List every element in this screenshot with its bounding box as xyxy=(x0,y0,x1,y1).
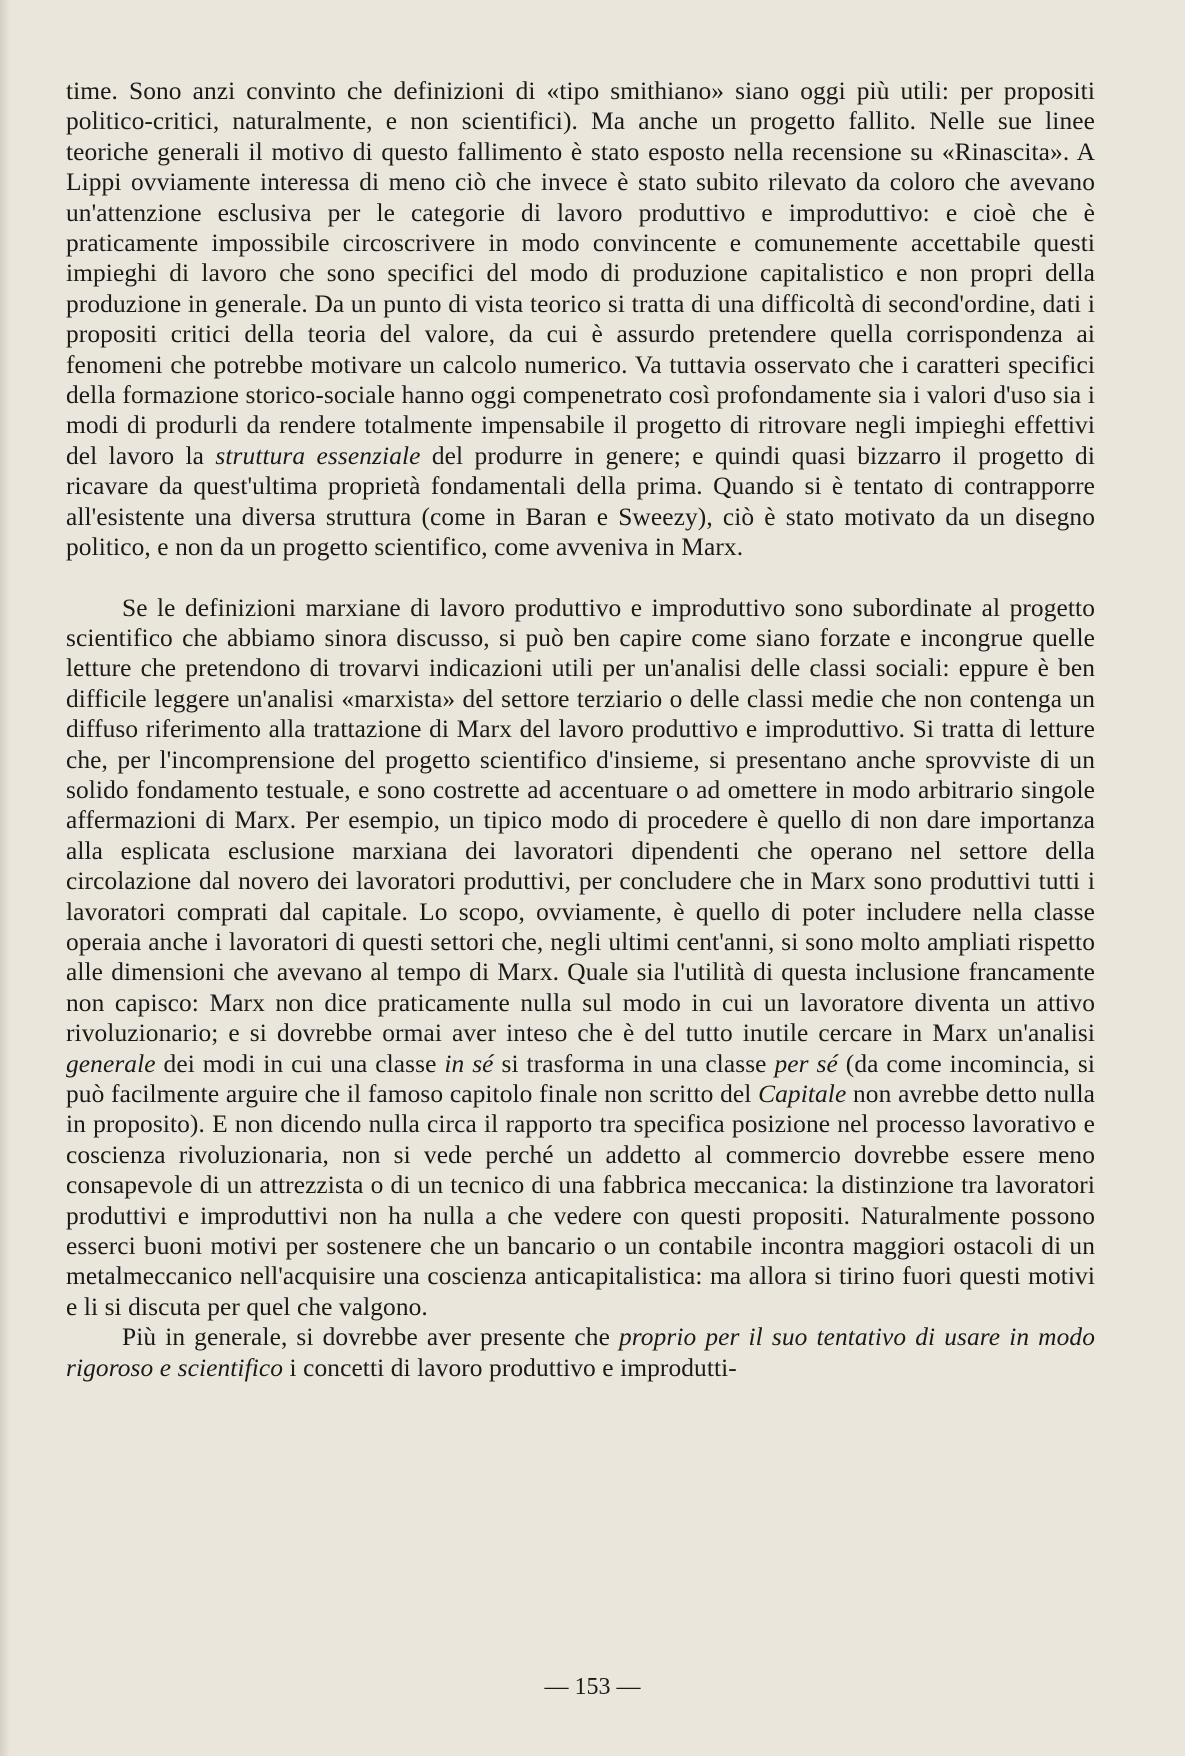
paragraph-2 xyxy=(66,593,1095,1323)
page-edge-shadow xyxy=(0,0,10,1756)
text-segment: si trasforma in una classe xyxy=(493,1049,775,1078)
page-number: — 153 — xyxy=(544,1674,641,1700)
text-segment: Se le definizioni marxiane di lavoro produttivo e improduttivo sono subordinate al progetto scientifico che abbiamo sinora discusso, si può ben capire come siano forzate e incongrue quelle letture che pretendono di trovarvi indicazioni utili per un'analisi delle classi sociali: eppure è ben difficile leggere un'analisi «marxista» del settore terziario o delle classi medie che non contenga un diffuso riferimento alla trattazione di Marx del lavoro produttivo e improduttivo. Si tratta di letture che, per l'incomprensione del progetto scientifico d'insieme, si presentano anche sprovviste di un solido fondamento testuale, e sono costrette ad accentuare o ad omettere in modo arbitrario singole affermazioni di Marx. Per esempio, un tipico modo di procedere è quello di non dare importanza alla esplicata esclusione marxiana dei lavoratori dipendenti che operano nel settore della circolazione dal novero dei lavoratori produttivi, per concludere che in Marx sono produttivi tutti i lavoratori comprati dal capitale. Lo scopo, ovviamente, è quello di poter includere nella classe operaia anche i lavoratori di questi settori che, negli ultimi cent'anni, si sono molto ampliati rispetto alle dimensioni che avevano al tempo di Marx. Quale sia l'utilità di questa inclusione francamente non capisco: Marx non dice praticamente nulla sul modo in cui un lavoratore diventa un attivo rivoluzionario; e si dovrebbe ormai aver inteso che è del tutto inutile cercare in Marx un'analisi xyxy=(66,593,1095,1048)
emphasis-text: generale xyxy=(66,1049,156,1078)
emphasis-text: struttura essenziale xyxy=(215,441,421,470)
paragraph-3 xyxy=(66,1322,1095,1383)
text-segment: Più in generale, si dovrebbe aver presente che xyxy=(122,1323,619,1352)
emphasis-text: proprio per il suo tentativo di usare in modo rigoroso e scientifico xyxy=(66,1323,1095,1382)
emphasis-text: per sé xyxy=(774,1049,838,1078)
text-segment: time. Sono anzi convinto che definizioni di «tipo smithiano» siano oggi più utili: per propositi politico-critici, naturalmente, e non scientifici). Ma anche un progetto fallito. Nelle sue linee teoriche generali il motivo di questo fallimento è stato esposto nella recensione su «Rinascita». A Lippi ovviamente interessa di meno ciò che invece è stato subito rilevato da coloro che avevano un'attenzione esclusiva per le categorie di lavoro produttivo e improduttivo: e cioè che è praticamente impossibile circoscrivere in modo convincente e comunemente accettabile questi impieghi di lavoro che sono specifici del modo di produzione capitalistico e non propri della produzione in generale. Da un punto di vista teorico si tratta di una difficoltà di second'ordine, dati i propositi critici della teoria del valore, da cui è assurdo pretendere quella corrispondenza ai fenomeni che potrebbe motivare un calcolo numerico. Va tuttavia osservato che i caratteri specifici della formazione storico-sociale hanno oggi compenetrato così profondamente sia i valori d'uso sia i modi di produrli da rendere totalmente impensabile il progetto di ritrovare negli impieghi effettivi del lavoro la xyxy=(66,77,1095,470)
text-segment: i concetti di lavoro produttivo e improdutti- xyxy=(283,1353,737,1382)
body-text xyxy=(66,76,1095,1383)
text-segment: dei modi in cui una classe xyxy=(155,1049,445,1078)
text-segment: non avrebbe detto nulla in proposito). E non dicendo nulla circa il rapporto tra specifica posizione nel processo lavorativo e coscienza rivoluzionaria, non si vede perché un addetto al commercio dovrebbe essere meno consapevole di un attrezzista o di un tecnico di una fabbrica meccanica: la distinzione tra lavoratori produttivi e improduttivi non ha nulla a che vedere con questi propositi. Naturalmente possono esserci buoni motivi per sostenere che un bancario o un contabile incontra maggiori ostacoli di un metalmeccanico nell'acquisire una coscienza anticapitalistica: ma allora si tirino fuori questi motivi e li si discuta per quel che valgono. xyxy=(66,1080,1095,1321)
paragraph-1 xyxy=(66,76,1095,563)
emphasis-text: Capitale xyxy=(758,1080,847,1108)
text-segment: del produrre in genere; e quindi quasi bizzarro il progetto di ricavare da quest'ultima proprietà fondamentali della prima. Quando si è tentato di contrapporre all'esistente una diversa struttura (come in Baran e Sweezy), ciò è stato motivato da un disegno politico, e non da un progetto scientifico, come avveniva in Marx. xyxy=(66,441,1095,562)
emphasis-text: in sé xyxy=(444,1049,494,1078)
text-segment: (da come incomincia, si può facilmente arguire che il famoso capitolo finale non scritto del xyxy=(66,1049,1095,1108)
